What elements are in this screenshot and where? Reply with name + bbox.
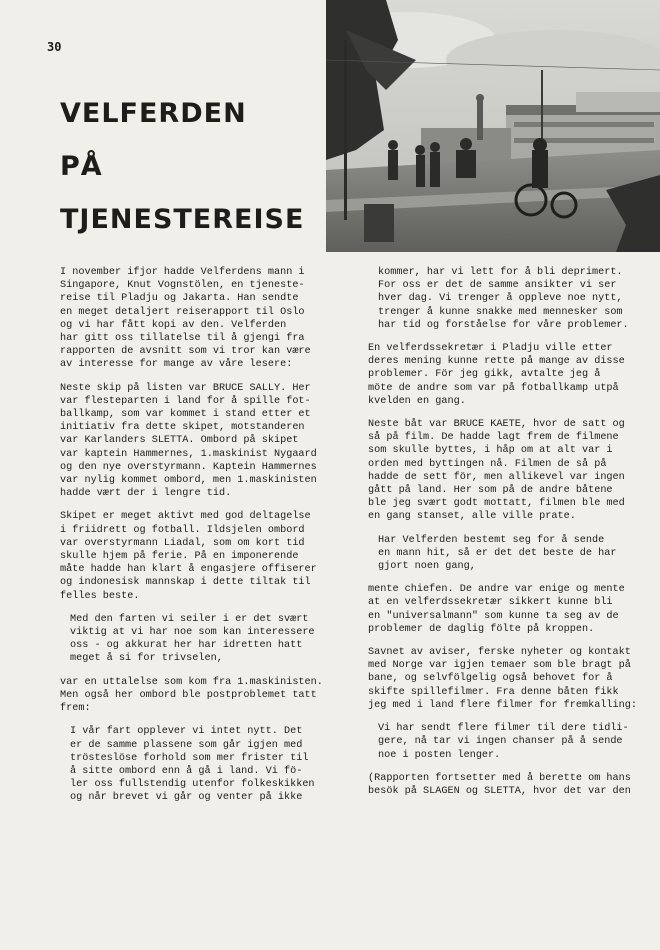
paragraph: Savnet av aviser, ferske nyheter og kontakt med Norge var igjen temaer som ble bragt på bane, og selvfölgelig også behovet for å skifte spillefilmer. Fra denne båten fikk jeg med i land flere filmer for fremkalling: xyxy=(368,647,637,711)
street-photo xyxy=(326,0,660,252)
quote-paragraph: Vi har sendt flere filmer til dere tidli- gere, nå tar vi ingen chanser på å sende noe i posten lenger. xyxy=(378,723,629,761)
quote-paragraph: Har Velferden bestemt seg for å sende en mann hit, så er det det beste de har gjort noen gang, xyxy=(378,534,617,573)
title-line: VELFERDEN xyxy=(60,98,247,129)
paragraph: var en uttalelse som kom fra 1.maskinisten. Men også her ombord ble postproblemet tatt frem: xyxy=(60,676,323,715)
paragraph: Neste skip på listen var BRUCE SALLY. Her var flesteparten i land for å spille fot- ballkamp, som var kommet i stand etter et initiativ fra dette skipet, motstanderen var Karlanders SLETTA. Ombord på skipet var kaptein Hammernes, 1.maskinist Nygaard og den nye overstyrmann. Kaptein Hammernes var nylig kommet ombord, men 1.maskinisten hadde vært der i lengre tid. xyxy=(60,382,317,500)
paragraph: I november ifjor hadde Velferdens mann i Singapore, Knut Vognstölen, en tjeneste- reise til Pladju og Jakarta. Han sendte en meget detaljert reiserapport til Oslo og vi har fått kopi av den. Velferden har gitt oss tillatelse til å gjengi fra rapporten de avsnitt som vi tror kan være av interesse for mange av våre lesere: xyxy=(60,267,311,371)
paragraph: (Rapporten fortsetter med å berette om hans besök på SLAGEN og SLETTA, hvor det var den xyxy=(368,772,631,797)
paragraph: mente chiefen. De andre var enige og mente at en velferdssekretær sikkert kunne bli en "universalmann" som kunne ta seg av de problemer de daglig fölte på kroppen. xyxy=(368,584,625,635)
title-line: TJENESTEREISE xyxy=(60,204,305,235)
paragraph: En velferdssekretær i Pladju ville etter deres mening kunne rette på mange av disse problemer. För jeg gikk, avtalte jeg å möte de andre som var på fotballkamp utpå kvelden en gang. xyxy=(368,343,625,407)
quote-paragraph: I vår fart opplever vi intet nytt. Det er de samme plassene som går igjen med trösteslöse forhold som mer frister til å sitte ombord enn å gå i land. Vi fö- ler oss fullstendig utenfor folkeskikken og når brevet vi går og venter på ikke xyxy=(70,726,315,804)
right-column xyxy=(368,266,646,808)
left-column xyxy=(60,266,338,815)
article-title xyxy=(60,100,340,259)
quote-paragraph: Med den farten vi seiler i er det svært viktig at vi har noe som kan interessere oss - og akkurat her har idretten hatt meget å si for trivselen, xyxy=(70,613,315,665)
quote-paragraph: kommer, har vi lett for å bli deprimert. For oss er det de samme ansikter vi ser hver dag. Vi trenger å oppleve noe nytt, trenger å kunne snakke med mennesker som har tid og forståelse for våre problemer. xyxy=(378,267,629,331)
paragraph: Neste båt var BRUCE KAETE, hvor de satt og så på film. De hadde lagt frem de filmene som skulle byttes, i håp om at alt var i orden med byttingen nå. Filmen de så på hadde de sett för, men allikevel var ingen gått på land. Her som på de andre båtene ble jeg svært godt mottatt, filmen ble med en gang stanset, alle ville prate. xyxy=(368,419,625,523)
title-line: PÅ xyxy=(60,151,103,182)
paragraph: Skipet er meget aktivt med god deltagelse i friidrett og fotball. Ildsjelen ombord var overstyrmann Liadal, som om kort tid skulle hjem på ferie. På en imponerende måte hadde han klart å engasjere offiserer og indonesisk mannskap i dette tiltak til felles beste. xyxy=(60,511,317,602)
page-number: 30 xyxy=(47,40,62,54)
